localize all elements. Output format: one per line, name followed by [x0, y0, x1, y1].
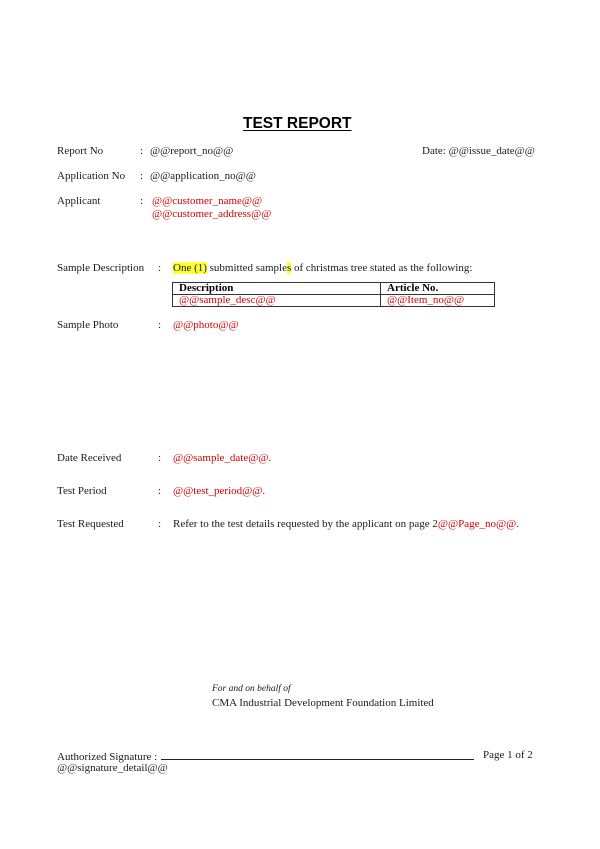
- behalf-caption: For and on behalf of: [212, 684, 291, 694]
- date-received-separator: :: [158, 452, 162, 464]
- page-title: TEST REPORT: [243, 115, 352, 132]
- sample-count: One (1): [173, 262, 207, 274]
- test-requested-label: Test Requested: [57, 518, 124, 530]
- test-requested-sentence: Refer to the test details requested by the applicant on page 2: [173, 518, 438, 530]
- sample-text-a: submitted sample: [206, 262, 287, 274]
- report-no-separator: :: [140, 145, 144, 157]
- application-no-separator: :: [140, 170, 144, 182]
- sample-photo-label: Sample Photo: [57, 319, 119, 331]
- sample-description-label: Sample Description: [57, 262, 145, 274]
- signature-line: [161, 749, 474, 760]
- applicant-label: Applicant: [57, 195, 101, 207]
- organization-name: CMA Industrial Development Foundation Limited: [212, 697, 434, 709]
- sample-photo-value: @@photo@@: [173, 319, 239, 331]
- customer-address: @@customer_address@@: [152, 208, 272, 220]
- date-label: Date:: [422, 145, 446, 157]
- test-requested-page-no: @@Page_no@@: [437, 518, 517, 530]
- report-no-value: @@report_no@@: [150, 145, 234, 157]
- sample-photo-separator: :: [158, 319, 162, 331]
- test-requested-separator: :: [158, 518, 162, 530]
- authorized-signature-label: Authorized Signature :: [57, 751, 158, 763]
- applicant-separator: :: [140, 195, 144, 207]
- date-received-placeholder: @@sample_date@@: [173, 452, 269, 464]
- date-value: @@issue_date@@: [448, 145, 535, 157]
- date-received-suffix: .: [268, 452, 272, 464]
- table-cell-article-no: @@Item_no@@: [381, 295, 495, 307]
- table-row: [173, 295, 495, 307]
- report-no-label: Report No: [57, 145, 104, 157]
- test-period-suffix: .: [262, 485, 266, 497]
- table-header-article-no: Article No.: [381, 283, 495, 295]
- date-received-value: [173, 452, 271, 464]
- page-number: Page 1 of 2: [483, 749, 533, 761]
- sample-description-text: [173, 262, 472, 274]
- test-period-label: Test Period: [57, 485, 107, 497]
- application-no-label: Application No: [57, 170, 126, 182]
- test-period-placeholder: @@test_period@@: [173, 485, 263, 497]
- table-header-row: [173, 283, 495, 295]
- test-requested-suffix: .: [516, 518, 519, 530]
- test-requested-text: [173, 518, 519, 530]
- sample-text-s: s: [286, 262, 292, 274]
- date-received-label: Date Received: [57, 452, 122, 464]
- date-field: [422, 145, 535, 157]
- test-period-value: [173, 485, 265, 497]
- authorized-signature: [57, 749, 474, 763]
- sample-text-b: of christmas tree stated as the following:: [291, 262, 473, 274]
- table-header-description: Description: [173, 283, 381, 295]
- application-no-value: @@application_no@@: [150, 170, 256, 182]
- table-cell-description: @@sample_desc@@: [173, 295, 381, 307]
- sample-table: [172, 282, 495, 307]
- customer-name: @@customer_name@@: [152, 195, 263, 207]
- test-period-separator: :: [158, 485, 162, 497]
- signature-detail: @@signature_detail@@: [57, 762, 168, 774]
- sample-description-separator: :: [158, 262, 162, 274]
